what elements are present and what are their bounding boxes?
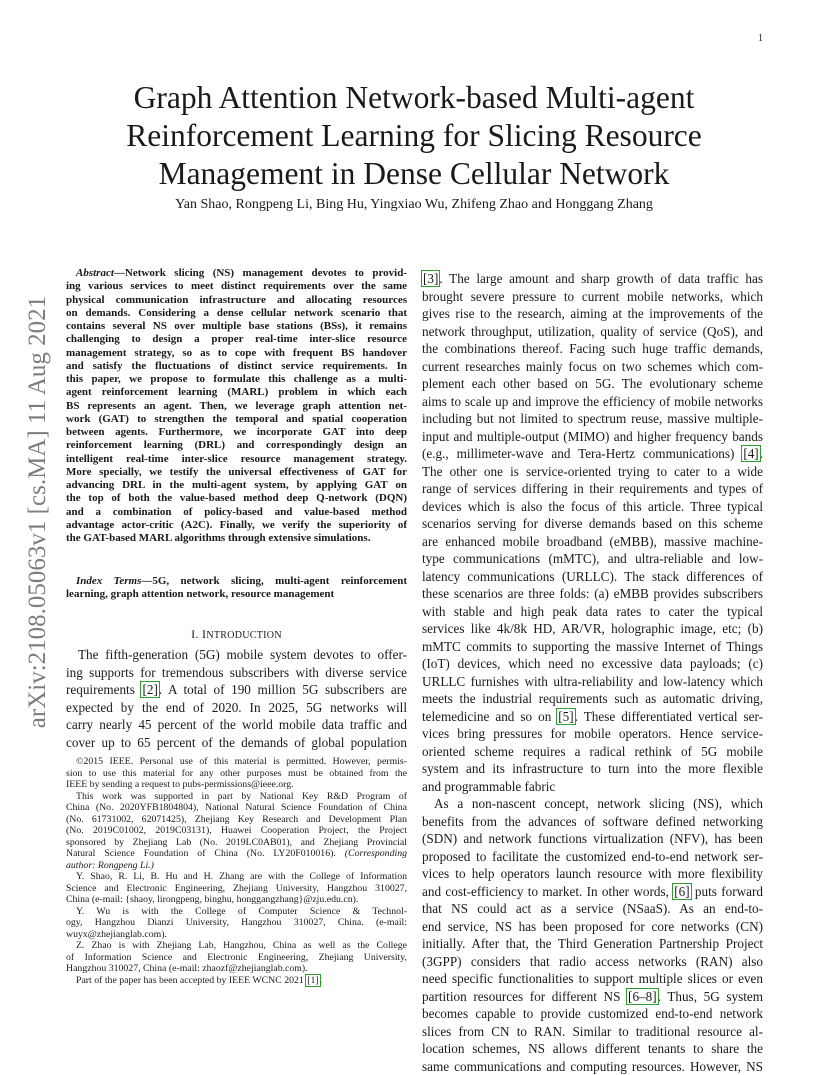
footnote-line: ogy, Hangzhou Dianzi University, Hangzhou 310027, China. (e-mail: — [66, 917, 407, 929]
footnote-line: Science and Electronic Engineering, Zhejiang University, Hangzhou 310027, — [66, 883, 407, 895]
body-line: and programmable fabric — [422, 778, 763, 796]
body-line: (e.g., millimeter-wave and Tera-Hertz communications) [4]. — [422, 445, 763, 463]
body-line: location schemes, NS allows different tenants to share the — [422, 1040, 763, 1058]
footnote-line: Hangzhou 310027, China (e-mail: zhaozf@zhejianglab.com). — [66, 963, 407, 975]
title-line: Management in Dense Cellular Network — [64, 155, 764, 193]
body-line: The other one is service-oriented trying to cater to a wide — [422, 463, 763, 481]
body-line: gives rise to the research, aiming at the improvements of the — [422, 305, 763, 323]
author-list: Yan Shao, Rongpeng Li, Bing Hu, Yingxiao Wu, Zhifeng Zhao and Honggang Zhang — [64, 197, 764, 213]
citation-link[interactable]: [6–8] — [627, 989, 658, 1004]
footnote-line: (No. 2019C01002, 2019C03131), Huawei Cooperation Project, the Project — [66, 825, 407, 837]
body-line: including but not limited to spectrum reuse, massive multiple- — [422, 410, 763, 428]
paper-title — [64, 79, 764, 193]
body-line: are enhanced mobile broadband (eMBB), massive machine- — [422, 533, 763, 551]
section-heading: I. INTRODUCTION — [66, 627, 407, 642]
body-line: proposed to facilitate the customized end-to-end network ser- — [422, 848, 763, 866]
citation-link[interactable]: [2] — [141, 682, 158, 697]
abstract-line: and satisfy the fluctuations of distinct service requirements. In — [66, 360, 407, 373]
body-line: plement each other based on 5G. The evolutionary scheme — [422, 375, 763, 393]
introduction-text — [66, 646, 407, 751]
index-terms-line: Index Terms—5G, network slicing, multi-agent reinforcement — [66, 575, 407, 588]
body-line: same communications and computing resources. However, NS — [422, 1058, 763, 1075]
footnote-line: sion to use this material for any other purposes must be obtained from the — [66, 768, 407, 780]
body-line: latency communications (URLLC). The stack differences of — [422, 568, 763, 586]
body-line: with stable and high peak data rates to cater the typical — [422, 603, 763, 621]
footnote-line: Natural Science Foundation of China (No. LY20F010016). (Corresponding — [66, 848, 407, 860]
abstract-line: on demands. Considering a dense cellular network scenario that — [66, 307, 407, 320]
body-line: end service, NS has been proposed for core networks (CN) — [422, 918, 763, 936]
footnote-line: IEEE by sending a request to pubs-permissions@ieee.org. — [66, 779, 407, 791]
abstract-line: the top of both the value-based method deep Q-network (DQN) — [66, 492, 407, 505]
body-line: vices bring pressures for mobile operators. Hence service- — [422, 725, 763, 743]
abstract-line: ing various services to meet distinct requirements over the same — [66, 280, 407, 293]
abstract-line: BS represents an agent. Then, we leverage graph attention net- — [66, 400, 407, 413]
body-line: services like 4k/8k HD, AR/VR, holographic image, etc; (b) — [422, 620, 763, 638]
title-line: Graph Attention Network-based Multi-agent — [64, 79, 764, 117]
abstract-line: advantage actor-critic (A2C). Finally, we verify the superiority of — [66, 519, 407, 532]
body-line: (SDN) and network functions virtualization (NFV), has been — [422, 830, 763, 848]
body-line: meets the industrial requirements such as automatic driving, — [422, 690, 763, 708]
citation-link[interactable]: [3] — [422, 271, 439, 286]
footnote-line: Y. Shao, R. Li, B. Hu and H. Zhang are with the College of Information — [66, 871, 407, 883]
footnote-line: China (e-mail: {shaoy, lirongpeng, binghu, honggangzhang}@zju.edu.cn). — [66, 894, 407, 906]
body-line: that NS could act as a service (NSaaS). As an end-to- — [422, 900, 763, 918]
corresponding-author: author: Rongpeng Li.) — [66, 860, 154, 871]
body-line: scenarios serving for diverse demands based on this scheme — [422, 515, 763, 533]
abstract-line: the GAT-based MARL algorithms through extensive simulations. — [66, 532, 407, 545]
body-line: URLLC furnishes with ultra-reliability and low-latency which — [422, 673, 763, 691]
body-line: vices to help operators launch resource with more flexibility — [422, 865, 763, 883]
index-terms-label: Index Terms — [76, 575, 141, 587]
footnote-line: wuyx@zhejianglab.com). — [66, 929, 407, 941]
abstract-line: between agents. Furthermore, we incorporate GAT into deep — [66, 426, 407, 439]
abstract-line: intelligent real-time inter-slice resource management strategy. — [66, 453, 407, 466]
body-line: input and multiple-output (MIMO) and higher frequency bands — [422, 428, 763, 446]
abstract — [66, 267, 407, 545]
citation-link[interactable]: [5] — [557, 709, 574, 724]
body-line: (3GPP) considers that radio access networks (RAN) also — [422, 953, 763, 971]
footnote-line: China (No. 2020YFB1804804), National Natural Science Foundation of China — [66, 802, 407, 814]
intro-line: carry nearly 45 percent of the world mobile data traffic and — [66, 716, 407, 734]
body-line: initially. After that, the Third Generation Partnership Project — [422, 935, 763, 953]
citation-link[interactable]: [4] — [742, 446, 759, 461]
body-line: (IoT) devices, which need no excessive data payloads; (c) — [422, 655, 763, 673]
body-line: partition resources for different NS [6–8]. Thus, 5G system — [422, 988, 763, 1006]
body-line: and cost-efficiency to market. In other words, [6] puts forward — [422, 883, 763, 901]
body-line: network throughput, utilization, quality of service (QoS), and — [422, 323, 763, 341]
footnote-line: Y. Wu is with the College of Computer Science & Technol- — [66, 906, 407, 918]
abstract-line: work (GAT) to strengthen the temporal and spatial cooperation — [66, 413, 407, 426]
index-terms-line: learning, graph attention network, resource management — [66, 588, 407, 601]
intro-line: expected by the end of 2020. In 2025, 5G networks will — [66, 699, 407, 717]
footnote-line: (No. 61731002, 62071425), Zhejiang Key Research and Development Plan — [66, 814, 407, 826]
body-line: these scenarios are three folds: (a) eMBB provides subscribers — [422, 585, 763, 603]
body-line: range of services differing in their requirements and types of — [422, 480, 763, 498]
citation-link[interactable]: [6] — [673, 884, 690, 899]
abstract-line: and a combination of policy-based and value-based method — [66, 506, 407, 519]
footnote-line: sponsored by Zhejiang Lab (No. 2019LC0AB01), and Zhejiang Provincial — [66, 837, 407, 849]
body-line: slices from CN to RAN. Similar to traditional resource al- — [422, 1023, 763, 1041]
intro-line: ing supports for tremendous subscribers with diverse service — [66, 664, 407, 682]
body-line: mMTC commits to supporting the massive Internet of Things — [422, 638, 763, 656]
body-line: oriented scheme requires a radical rethink of 5G mobile — [422, 743, 763, 761]
abstract-line: contains several NS over multiple base stations (BSs), it remains — [66, 320, 407, 333]
abstract-line: challenging to design a proper real-time inter-slice resource — [66, 333, 407, 346]
footnote-line — [66, 860, 407, 872]
body-line: aims to scale up and improve the efficiency of mobile networks — [422, 393, 763, 411]
intro-line: cover up to 65 percent of the demands of global population — [66, 734, 407, 752]
index-terms — [66, 575, 407, 602]
body-line: becomes capable to provide customized end-to-end network — [422, 1005, 763, 1023]
citation-link[interactable]: [1] — [306, 975, 319, 986]
body-line: As a non-nascent concept, network slicing (NS), which — [422, 795, 763, 813]
abstract-line: Abstract—Network slicing (NS) management devotes to provid- — [66, 267, 407, 280]
body-line: the combinations thereof. Facing such huge traffic demands, — [422, 340, 763, 358]
body-line: current researches mainly focus on two schemes which com- — [422, 358, 763, 376]
abstract-line: this paper, we propose to formulate this challenge as a multi- — [66, 373, 407, 386]
body-line: telemedicine and so on [5]. These differentiated vertical ser- — [422, 708, 763, 726]
corresponding-author: (Corresponding — [345, 848, 407, 859]
abstract-line: advancing DRL in the multi-agent system, by applying GAT on — [66, 479, 407, 492]
footnote-line: This work was supported in part by National Key R&D Program of — [66, 791, 407, 803]
abstract-line: agent reinforcement learning (MARL) problem in which each — [66, 386, 407, 399]
arxiv-stamp: arXiv:2108.05063v1 [cs.MA] 11 Aug 2021 — [24, 296, 52, 728]
abstract-line: physical communication infrastructure and allocating resources — [66, 294, 407, 307]
footnotes — [66, 756, 407, 986]
title-line: Reinforcement Learning for Slicing Resource — [64, 117, 764, 155]
body-line: brought severe pressure to current mobile networks, which — [422, 288, 763, 306]
body-line: type communications (mMTC), and ultra-reliable and low- — [422, 550, 763, 568]
abstract-line: More specially, we testify the universal effectiveness of GAT for — [66, 466, 407, 479]
footnote-line: ©2015 IEEE. Personal use of this material is permitted. However, permis- — [66, 756, 407, 768]
abstract-line: reinforcement learning (DRL) and correspondingly design an — [66, 439, 407, 452]
body-line: [3]. The large amount and sharp growth of data traffic has — [422, 270, 763, 288]
intro-line: The fifth-generation (5G) mobile system devotes to offer- — [66, 646, 407, 664]
right-column-text — [422, 270, 763, 1075]
page-number: 1 — [758, 33, 763, 44]
body-line: devices which is also the focus of this article. Three typical — [422, 498, 763, 516]
abstract-label: Abstract — [76, 267, 114, 279]
body-line: system and its infrastructure to turn into the more flexible — [422, 760, 763, 778]
body-line: benefits from the advances of software defined networking — [422, 813, 763, 831]
footnote-line: Part of the paper has been accepted by IEEE WCNC 2021 [1]. — [66, 975, 407, 987]
footnote-line: Z. Zhao is with Zhejiang Lab, Hangzhou, China as well as the College — [66, 940, 407, 952]
intro-line: requirements [2]. A total of 190 million 5G subscribers are — [66, 681, 407, 699]
body-line: need specific functionalities to support multiple slices or even — [422, 970, 763, 988]
footnote-line: of Information Science and Electronic Engineering, Zhejiang University, — [66, 952, 407, 964]
abstract-line: management strategy, so as to cope with frequent BS handover — [66, 347, 407, 360]
